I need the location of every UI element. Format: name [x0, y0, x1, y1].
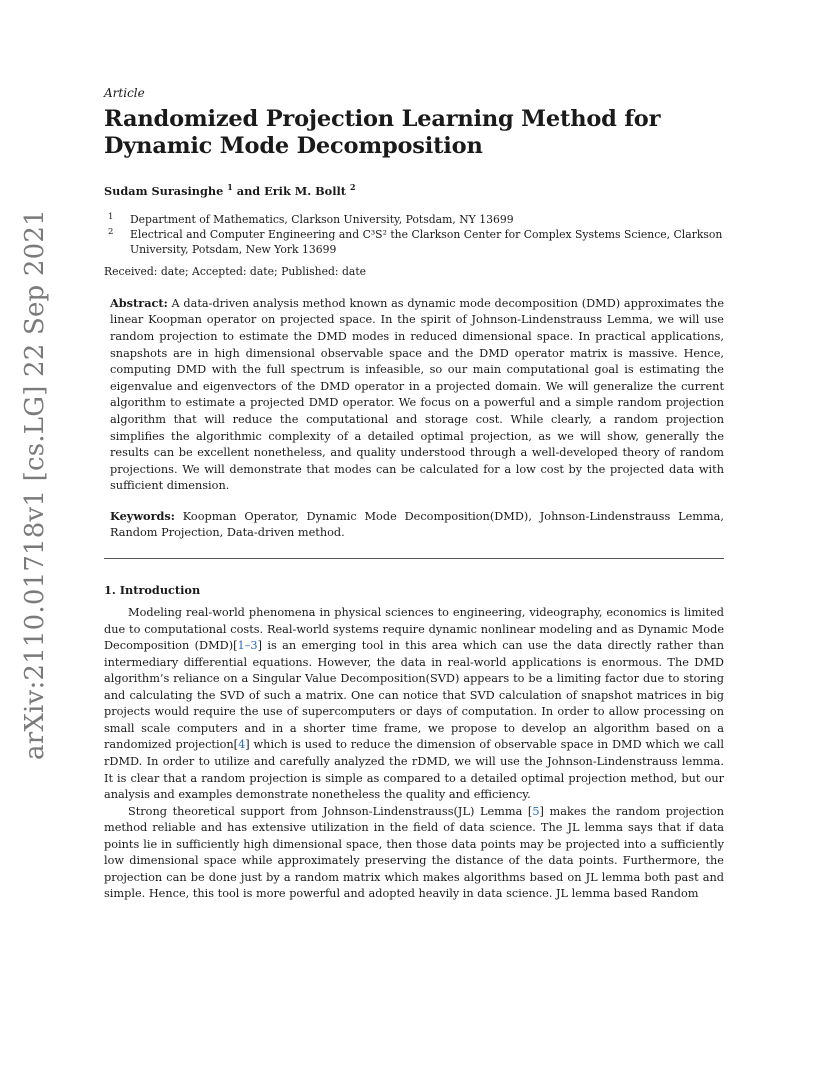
affiliations — [104, 212, 724, 257]
citation-link[interactable]: 1–3 — [237, 639, 258, 653]
affiliation-number: 1 — [108, 211, 114, 222]
section-heading: 1. Introduction — [104, 583, 201, 598]
affiliation-text: Department of Mathematics, Clarkson University, Potsdam, NY 13699 — [130, 212, 514, 226]
author-name: Erik M. Bollt — [264, 183, 346, 198]
affiliation-text: Electrical and Computer Engineering and C³S² the Clarkson Center for Complex Systems Science, Clarkson University, Potsdam, New York 13699 — [130, 227, 723, 256]
author-line — [104, 182, 724, 198]
paper-page — [104, 86, 724, 903]
abstract-label: Abstract: — [110, 295, 168, 310]
citation-link[interactable]: 5 — [532, 804, 540, 818]
paper-title: Randomized Projection Learning Method for Dynamic Mode Decomposition — [104, 106, 661, 159]
body-paragraph — [104, 804, 724, 903]
author-conjunction: and — [232, 183, 265, 198]
paragraph-text: ] makes the random projection method reliable and has extensive utilization in the field of data science. The JL lemma says that if data points lie in sufficiently high dimensional space, then those data points may be projected into a sufficiently low dimensional space while approximately preserving the distance of the data points. Furthermore, the projection can be done just by a random matrix which makes algorithms based on JL lemma both past and simple. Hence, this tool is more powerful and adopted heavily in data science. JL lemma based Random — [104, 804, 724, 901]
affiliation-item — [104, 227, 724, 257]
paragraph-text: ] which is used to reduce the dimension of observable space in DMD which we call rDMD. In order to utilize and carefully analyzed the rDMD, we will use the Johnson-Lindenstrauss lemma. It is clear that a random projection is simple as compared to a detailed optimal projection method, but our analysis and examples demonstrate nonetheless the quality and efficiency. — [104, 738, 724, 802]
author-affil-mark: 1 — [227, 182, 233, 192]
author-affil-mark: 2 — [349, 182, 356, 192]
paragraph-text: Strong theoretical support from Johnson-Lindenstrauss(JL) Lemma [ — [128, 804, 533, 818]
article-label: Article — [104, 86, 145, 100]
keywords-label: Keywords: — [110, 508, 175, 523]
arxiv-stamp: arXiv:2110.01718v1 [cs.LG] 22 Sep 2021 — [20, 209, 50, 760]
abstract — [110, 295, 724, 495]
publication-dates: Received: date; Accepted: date; Published: date — [104, 264, 367, 278]
paragraph-text: Modeling real-world phenomena in physical sciences to engineering, videography, economics is limited due to computational costs. Real-world systems require dynamic nonlinear modeling and as Dynamic Mode Decomposition (DMD)[ — [104, 606, 724, 653]
author-name: Sudam Surasinghe — [104, 183, 224, 198]
affiliation-item — [104, 212, 724, 227]
divider — [104, 558, 724, 559]
affiliation-number: 2 — [108, 226, 114, 237]
keywords-text: Koopman Operator, Dynamic Mode Decomposition(DMD), Johnson-Lindenstrauss Lemma, Random Projection, Data-driven method. — [110, 509, 725, 540]
body-paragraph — [104, 605, 724, 804]
paragraph-text: ] is an emerging tool in this area which can use the data directly rather than intermediary differential equations. However, the data in real-world applications is enormous. The DMD algorithm’s reliance on a Singular Value Decomposition(SVD) appears to be a limiting factor due to storing and calculating the SVD of such a matrix. One can notice that SVD calculation of snapshot matrices in big projects would require the use of supercomputers or days of computation. In order to allow processing on small scale computers and in a shorter time frame, we propose to develop an algorithm based on a randomized projection[ — [104, 639, 724, 752]
abstract-text: A data-driven analysis method known as dynamic mode decomposition (DMD) approximates the linear Koopman operator on projected space. In the spirit of Johnson-Lindenstrauss Lemma, we will use random projection to estimate the DMD modes in reduced dimensional space. In practical applications, snapshots are in high dimensional observable space and the DMD operator matrix is massive. Hence, computing DMD with the full spectrum is infeasible, so our main computational goal is estimating the eigenvalue and eigenvectors of the DMD operator in a projected domain. We will generalize the current algorithm to estimate a projected DMD operator. We focus on a powerful and a simple random projection algorithm that will reduce the computational and storage cost. While clearly, a random projection simplifies the algorithmic complexity of a detailed optimal projection, as we will show, generally the results can be excellent nonetheless, and quality understood through a well-developed theory of random projections. We will demonstrate that modes can be calculated for a low cost by the projected data with sufficient dimension. — [110, 296, 725, 493]
citation-link[interactable]: 4 — [238, 738, 246, 752]
keywords — [110, 508, 724, 542]
